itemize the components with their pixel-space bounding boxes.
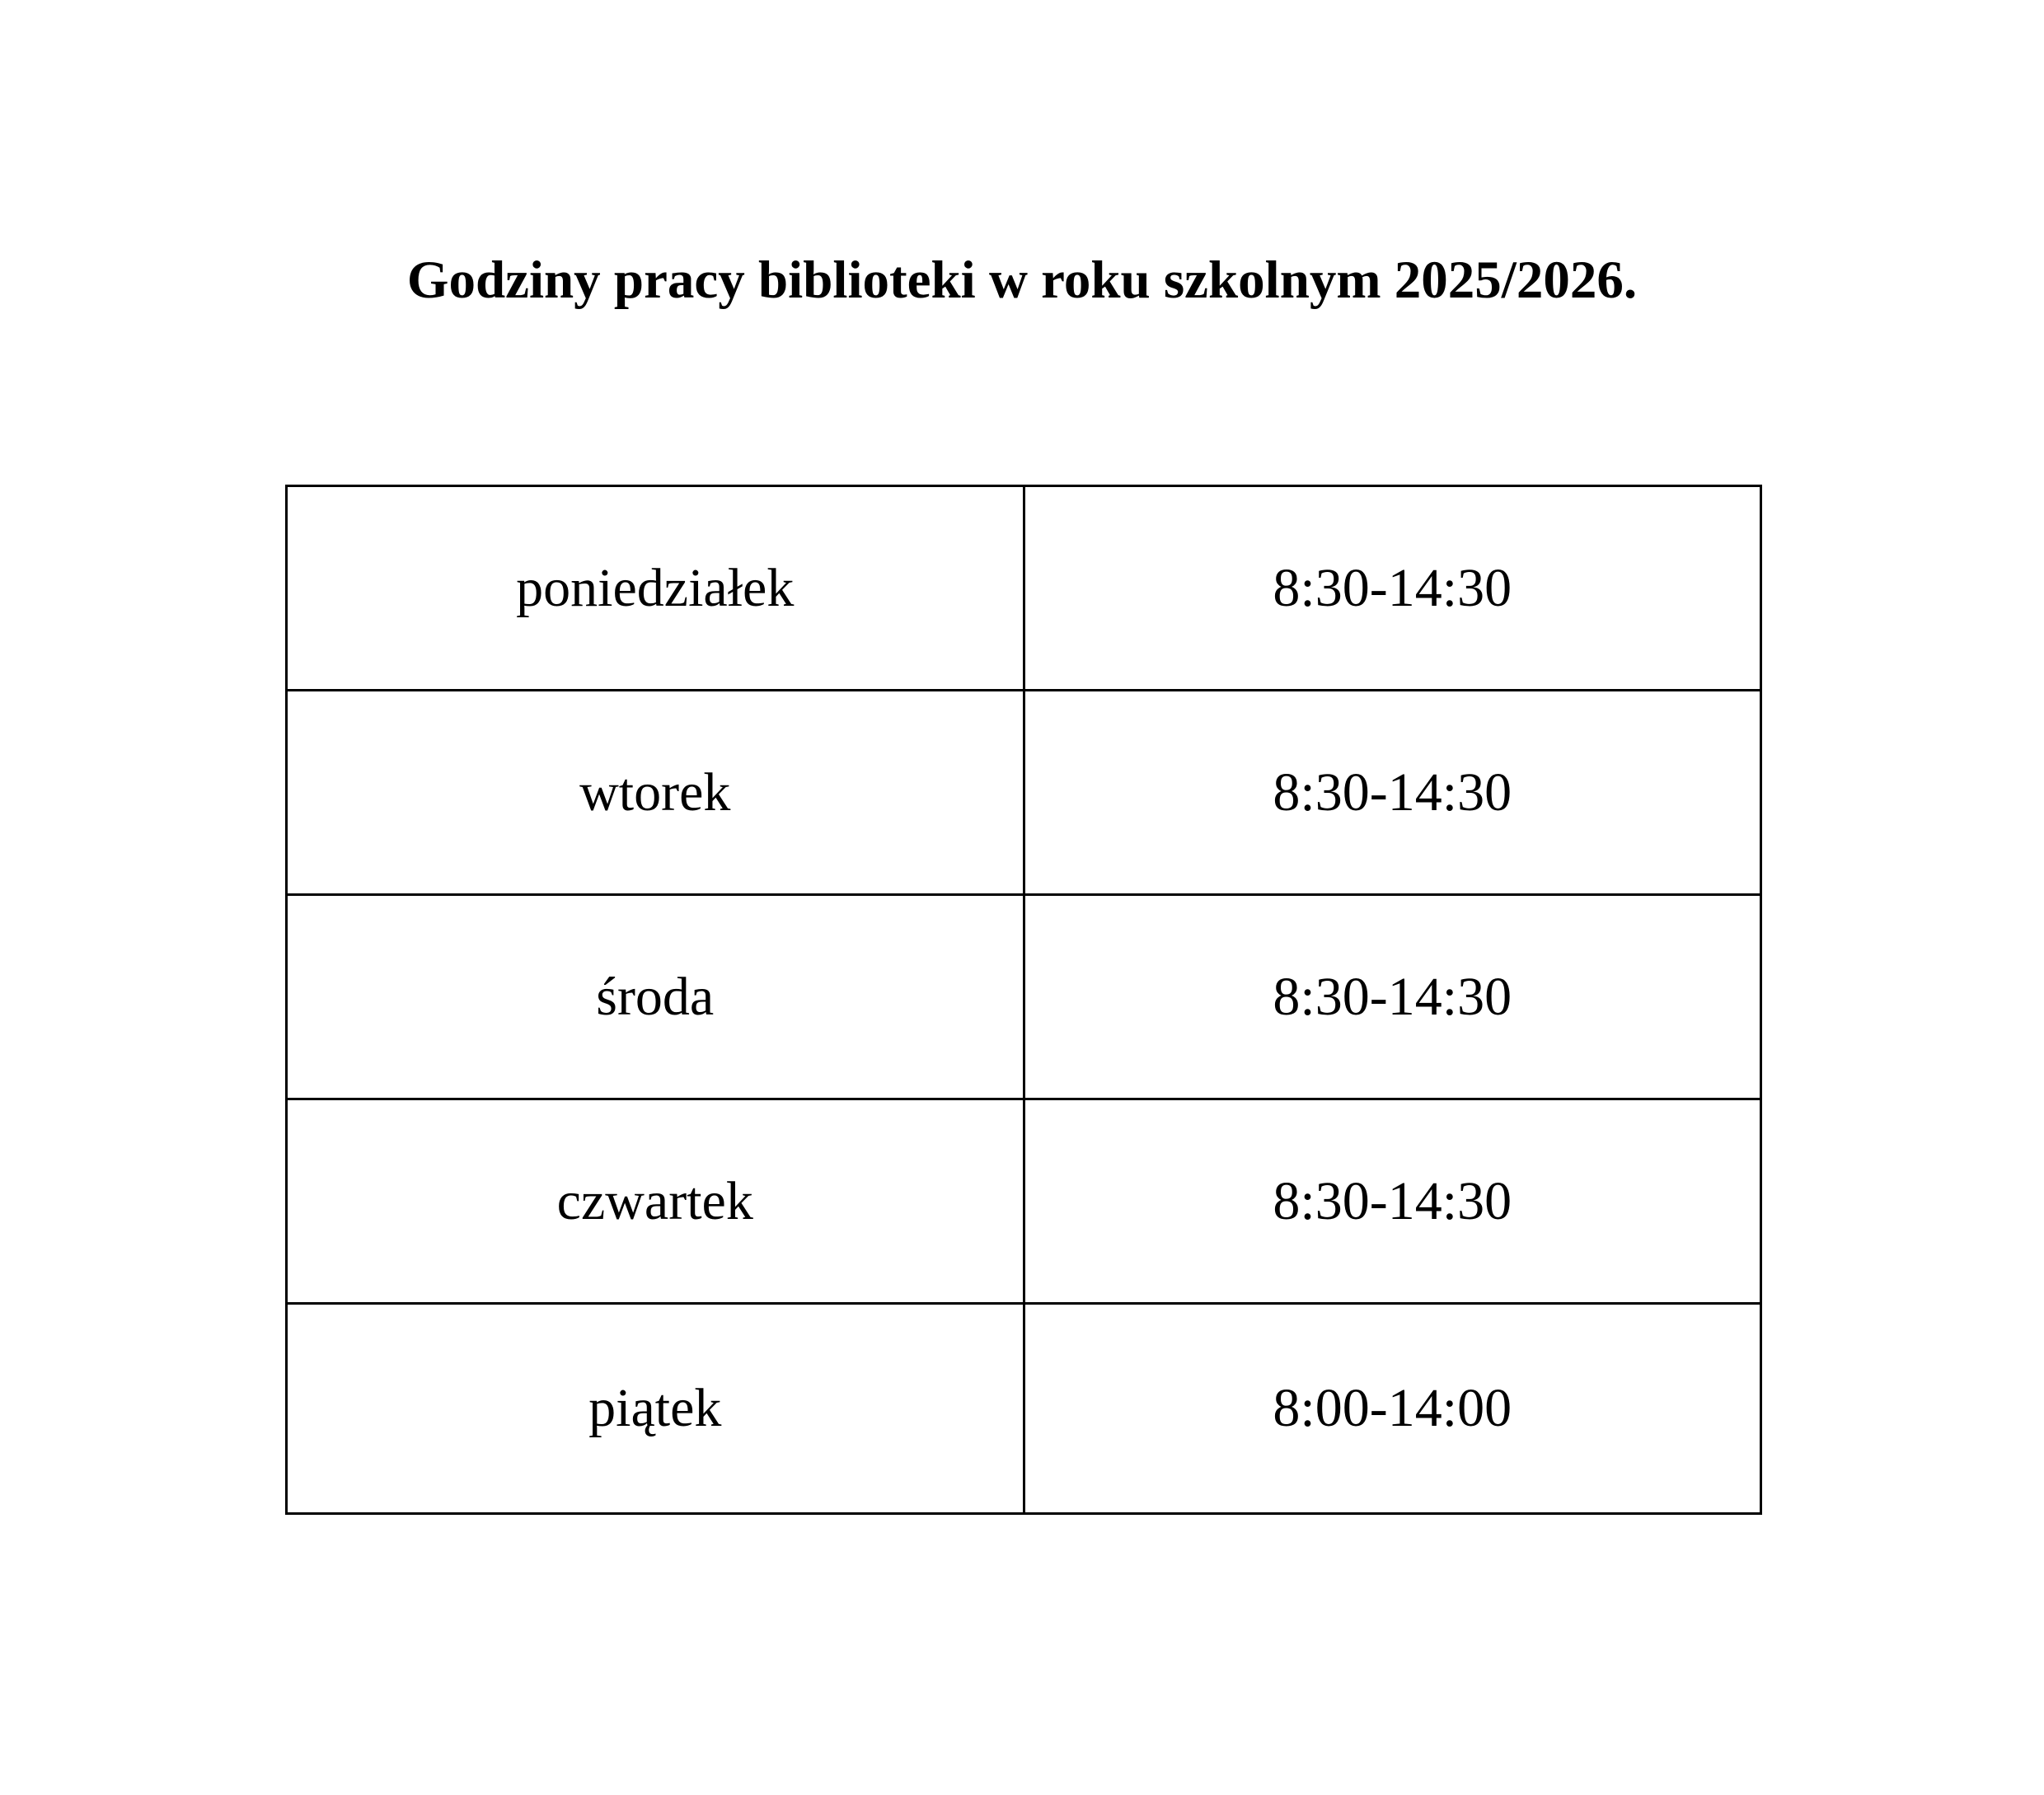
table-row: [287, 895, 1761, 1099]
day-cell: wtorek: [287, 691, 1024, 895]
hours-cell: 8:30-14:30: [1024, 691, 1761, 895]
day-cell: środa: [287, 895, 1024, 1099]
hours-cell: 8:00-14:00: [1024, 1304, 1761, 1514]
page-title: Godziny pracy biblioteki w roku szkolnym 2025/2026.: [406, 251, 1638, 310]
library-hours-table: [285, 485, 1762, 1515]
hours-cell: 8:30-14:30: [1024, 895, 1761, 1099]
table-row: [287, 486, 1761, 691]
table-row: [287, 1304, 1761, 1514]
table-row: [287, 691, 1761, 895]
day-cell: poniedziałek: [287, 486, 1024, 691]
hours-cell: 8:30-14:30: [1024, 486, 1761, 691]
hours-cell: 8:30-14:30: [1024, 1099, 1761, 1304]
table-row: [287, 1099, 1761, 1304]
day-cell: piątek: [287, 1304, 1024, 1514]
day-cell: czwartek: [287, 1099, 1024, 1304]
